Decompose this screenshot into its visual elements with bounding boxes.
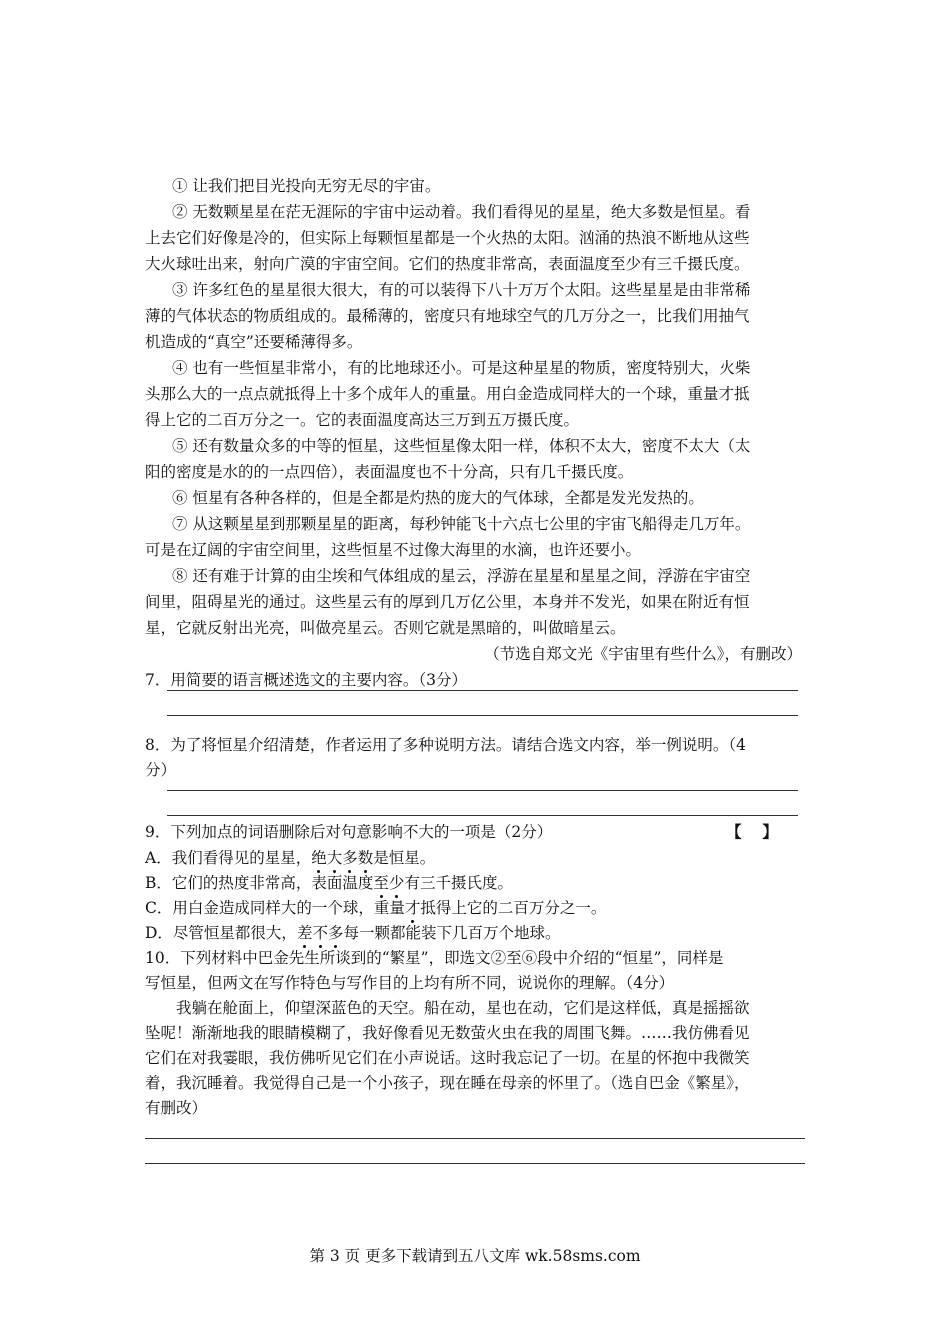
passage-para-8-line-2: 间里，阻碍星光的通过。这些星云有的厚到几万亿公里，本身并不发光，如果在附近有恒 <box>145 593 750 611</box>
dotted-char: 差 <box>297 921 313 945</box>
material-line-1: 我躺在舱面上，仰望深蓝色的天空。船在动，星也在动，它们是这样低，真是摇摇欲 <box>176 999 750 1017</box>
passage-para-8-line-1: ⑧ 还有难于计算的由尘埃和气体组成的星云，浮游在星星和星星之间，浮游在宇宙空 <box>172 567 751 585</box>
passage-para-4-line-2: 头那么大的一点点就抵得上十多个成年人的重量。用白金造成同样大的一个球，重量才抵 <box>145 385 750 403</box>
dotted-char: 不 <box>312 921 328 945</box>
page-footer: 第 3 页 更多下载请到五八文库 wk.58sms.com <box>309 1247 641 1265</box>
material-line-3: 它们在对我霎眼，我仿佛听见它们在小声说话。这时我忘记了一切。在星的怀抱中我微笑 <box>145 1049 750 1067</box>
option-b-pre: B．它们的热度非常高，表面温度 <box>145 874 374 892</box>
option-b <box>145 871 513 895</box>
dotted-char: 数 <box>358 846 374 870</box>
passage-para-3-line-3: 机造成的“真空”还要稀薄得多。 <box>145 333 363 351</box>
passage-para-2-line-3: 大火球吐出来，射向广漠的宇宙空间。它们的热度非常高，表面温度至少有三千摄氏度。 <box>145 255 750 273</box>
question-9: 9．下列加点的词语删除后对句意影响不大的一项是（2分） <box>145 823 553 841</box>
passage-source: （节选自郑文光《宇宙里有些什么》，有删改） <box>484 645 802 663</box>
answer-line-q7-1[interactable] <box>167 690 798 691</box>
passage-para-7-line-1: ⑦ 从这颗星星到那颗星星的距离，每秒钟能飞十六点七公里的宇宙飞船得走几万年。 <box>172 515 751 533</box>
material-line-5: 有删改） <box>145 1099 208 1117</box>
answer-line-q8-1[interactable] <box>167 790 798 791</box>
dotted-char: 绝 <box>311 846 327 870</box>
passage-para-4-line-3: 得上它的二百万分之一。它的表面温度高达三万到五万摄氏度。 <box>145 411 580 429</box>
passage-para-5-line-1: ⑤ 还有数量众多的中等的恒星，这些恒星像太阳一样，体积不太大，密度不太大（太 <box>172 437 751 455</box>
dotted-char: 至 <box>373 871 389 895</box>
option-a <box>145 846 435 870</box>
answer-line-q7-2[interactable] <box>167 715 798 716</box>
answer-line-q8-2[interactable] <box>167 815 798 816</box>
option-b-post: 有三千摄氏度。 <box>404 874 513 892</box>
dotted-char: 少 <box>389 871 405 895</box>
passage-para-4-line-1: ④ 也有一些恒星非常小，有的比地球还小。可是这种星星的物质，密度特别大，火柴 <box>172 359 751 377</box>
passage-para-3-line-1: ③ 许多红色的星星很大很大，有的可以装得下八十万万个太阳。这些星星是由非常稀 <box>172 281 751 299</box>
answer-line-q10-2[interactable] <box>145 1163 805 1164</box>
question-8-line-2: 分） <box>145 761 177 779</box>
passage-para-1: ① 让我们把目光投向无穷无尽的宇宙。 <box>172 177 441 195</box>
passage-para-3-line-2: 薄的气体状态的物质组成的。最稀薄的，密度只有地球空气的几万分之一，比我们用抽气 <box>145 307 750 325</box>
option-c <box>145 896 606 920</box>
dotted-char: 多 <box>342 846 358 870</box>
question-10-line-2: 写恒星，但两文在写作特色与写作目的上均有所不同，说说你的理解。（4分） <box>145 974 675 992</box>
dotted-char: 多 <box>328 921 344 945</box>
option-a-post: 是恒星。 <box>373 849 436 867</box>
dotted-char: 大 <box>327 846 343 870</box>
passage-para-2-line-2: 上去它们好像是冷的，但实际上每颗恒星都是一个火热的太阳。汹涌的热浪不断地从这些 <box>145 229 750 247</box>
option-c-post: 抵得上它的二百万分之一。 <box>420 899 607 917</box>
option-d <box>145 921 561 945</box>
material-line-2: 坠呢！渐渐地我的眼睛模糊了，我好像看见无数萤火虫在我的周围飞舞。……我仿佛看见 <box>145 1024 750 1042</box>
answer-line-q10-1[interactable] <box>145 1138 805 1139</box>
question-8-line-1: 8．为了将恒星介绍清楚，作者运用了多种说明方法。请结合选文内容，举一例说明。（4 <box>145 736 746 754</box>
passage-para-2-line-1: ② 无数颗星星在茫无涯际的宇宙中运动着。我们看得见的星星，绝大多数是恒星。看 <box>172 203 751 221</box>
passage-para-8-line-3: 星，它就反射出光亮，叫做亮星云。否则它就是黑暗的，叫做暗星云。 <box>145 619 626 637</box>
question-7: 7．用简要的语言概述选文的主要内容。（3分） <box>145 671 467 689</box>
question-10-line-1: 10．下列材料中巴金先生所谈到的“繁星”，即选文②至⑥段中介绍的“恒星”，同样是 <box>145 949 724 967</box>
answer-bracket-q9[interactable]: 【 】 <box>726 822 778 841</box>
material-line-4: 着，我沉睡着。我觉得自己是一个小孩子，现在睡在母亲的怀里了。（选自巴金《繁星》， <box>145 1074 750 1092</box>
option-d-post: 每一颗都能装下几百万个地球。 <box>343 924 561 942</box>
passage-para-7-line-2: 可是在辽阔的宇宙空间里，这些恒星不过像大海里的水滴，也许还要小。 <box>145 541 642 559</box>
option-a-pre: A．我们看得见的星星， <box>145 849 312 867</box>
passage-para-6: ⑥ 恒星有各种各样的，但是全都是灼热的庞大的气体球，全都是发光发热的。 <box>172 489 704 507</box>
passage-para-5-line-2: 阳的密度是水的的一点四倍），表面温度也不十分高，只有几千摄氏度。 <box>145 463 634 481</box>
dotted-char: 才 <box>405 896 421 920</box>
option-c-pre: C．用白金造成同样大的一个球，重量 <box>145 899 405 917</box>
option-d-pre: D．尽管恒星都很大， <box>145 924 297 942</box>
